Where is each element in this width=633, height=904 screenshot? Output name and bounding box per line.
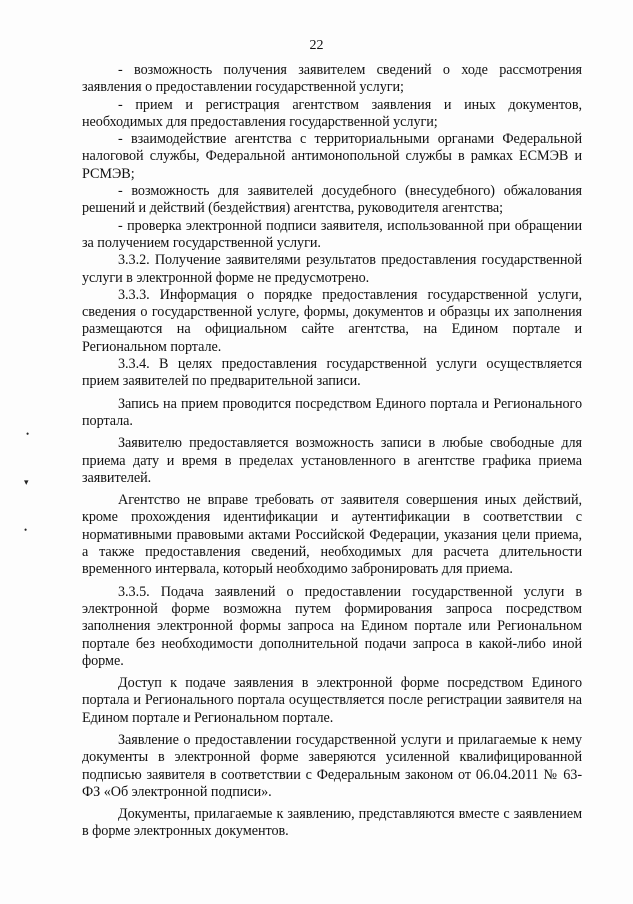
paragraph: Документы, прилагаемые к заявлению, представляются вместе с заявлением в форме электронных документов. (82, 806, 582, 840)
page-number: 22 (309, 38, 324, 53)
paragraph: Заявителю предоставляется возможность записи в любые свободные для приема дату и время в пределах установленного в агентстве графика приема заявителей. (82, 435, 582, 486)
paragraph: 3.3.5. Подача заявлений о предоставлении государственной услуги в электронной форме возможна путем формирования запроса посредством заполнения электронной формы запроса на Едином портале или Региональном портале без необходимости дополнительной подачи запроса в какой-либо иной форме. (82, 583, 582, 669)
paragraph: - проверка электронной подписи заявителя, использованной при обращении за получением государственной услуги. (82, 217, 582, 251)
paragraph: - прием и регистрация агентством заявления и иных документов, необходимых для предоставления государственной услуги; (82, 96, 582, 130)
paragraph: - взаимодействие агентства с территориальными органами Федеральной налоговой службы, Федеральной антимонопольной службы в рамках ЕСМЭВ и РСМЭВ; (82, 131, 582, 182)
paragraph: - возможность получения заявителем сведений о ходе рассмотрения заявления о предоставлении государственной услуги; (82, 62, 582, 96)
paragraph: Агентство не вправе требовать от заявителя совершения иных действий, кроме прохождения идентификации и аутентификации в соответствии с нормативными правовыми актами Российской Федерации, указания цели приема, а также предоставления сведений, необходимых для расчета длительности временного интервала, который необходимо забронировать для приема. (82, 492, 582, 578)
paragraph: Доступ к подаче заявления в электронной форме посредством Единого портала и Регионального портала осуществляется после регистрации заявителя на Едином портале и Региональном портале. (82, 675, 582, 726)
scan-mark: • (24, 525, 28, 535)
paragraph: Заявление о предоставлении государственной услуги и прилагаемые к нему документы в электронной форме заверяются усиленной квалифицированной подписью заявителя в соответствии с Федеральным законом от 06.04.2011 № 63-ФЗ «Об электронной подписи». (82, 731, 582, 800)
scan-mark: • (26, 429, 30, 439)
scan-mark: ▾ (24, 477, 29, 487)
paragraph: 3.3.4. В целях предоставления государственной услуги осуществляется прием заявителей по предварительной записи. (82, 356, 582, 390)
paragraph: - возможность для заявителей досудебного (внесудебного) обжалования решений и действий (бездействия) агентства, руководителя агентства; (82, 183, 582, 217)
document-body (82, 62, 582, 841)
paragraph: 3.3.2. Получение заявителями результатов предоставления государственной услуги в электронной форме не предусмотрено. (82, 252, 582, 286)
paragraph: Запись на прием проводится посредством Единого портала и Регионального портала. (82, 395, 582, 429)
paragraph: 3.3.3. Информация о порядке предоставления государственной услуги, сведения о государственной услуге, формы, документов и образцы их заполнения размещаются на официальном сайте агентства, на Едином портале и Региональном портале. (82, 286, 582, 355)
